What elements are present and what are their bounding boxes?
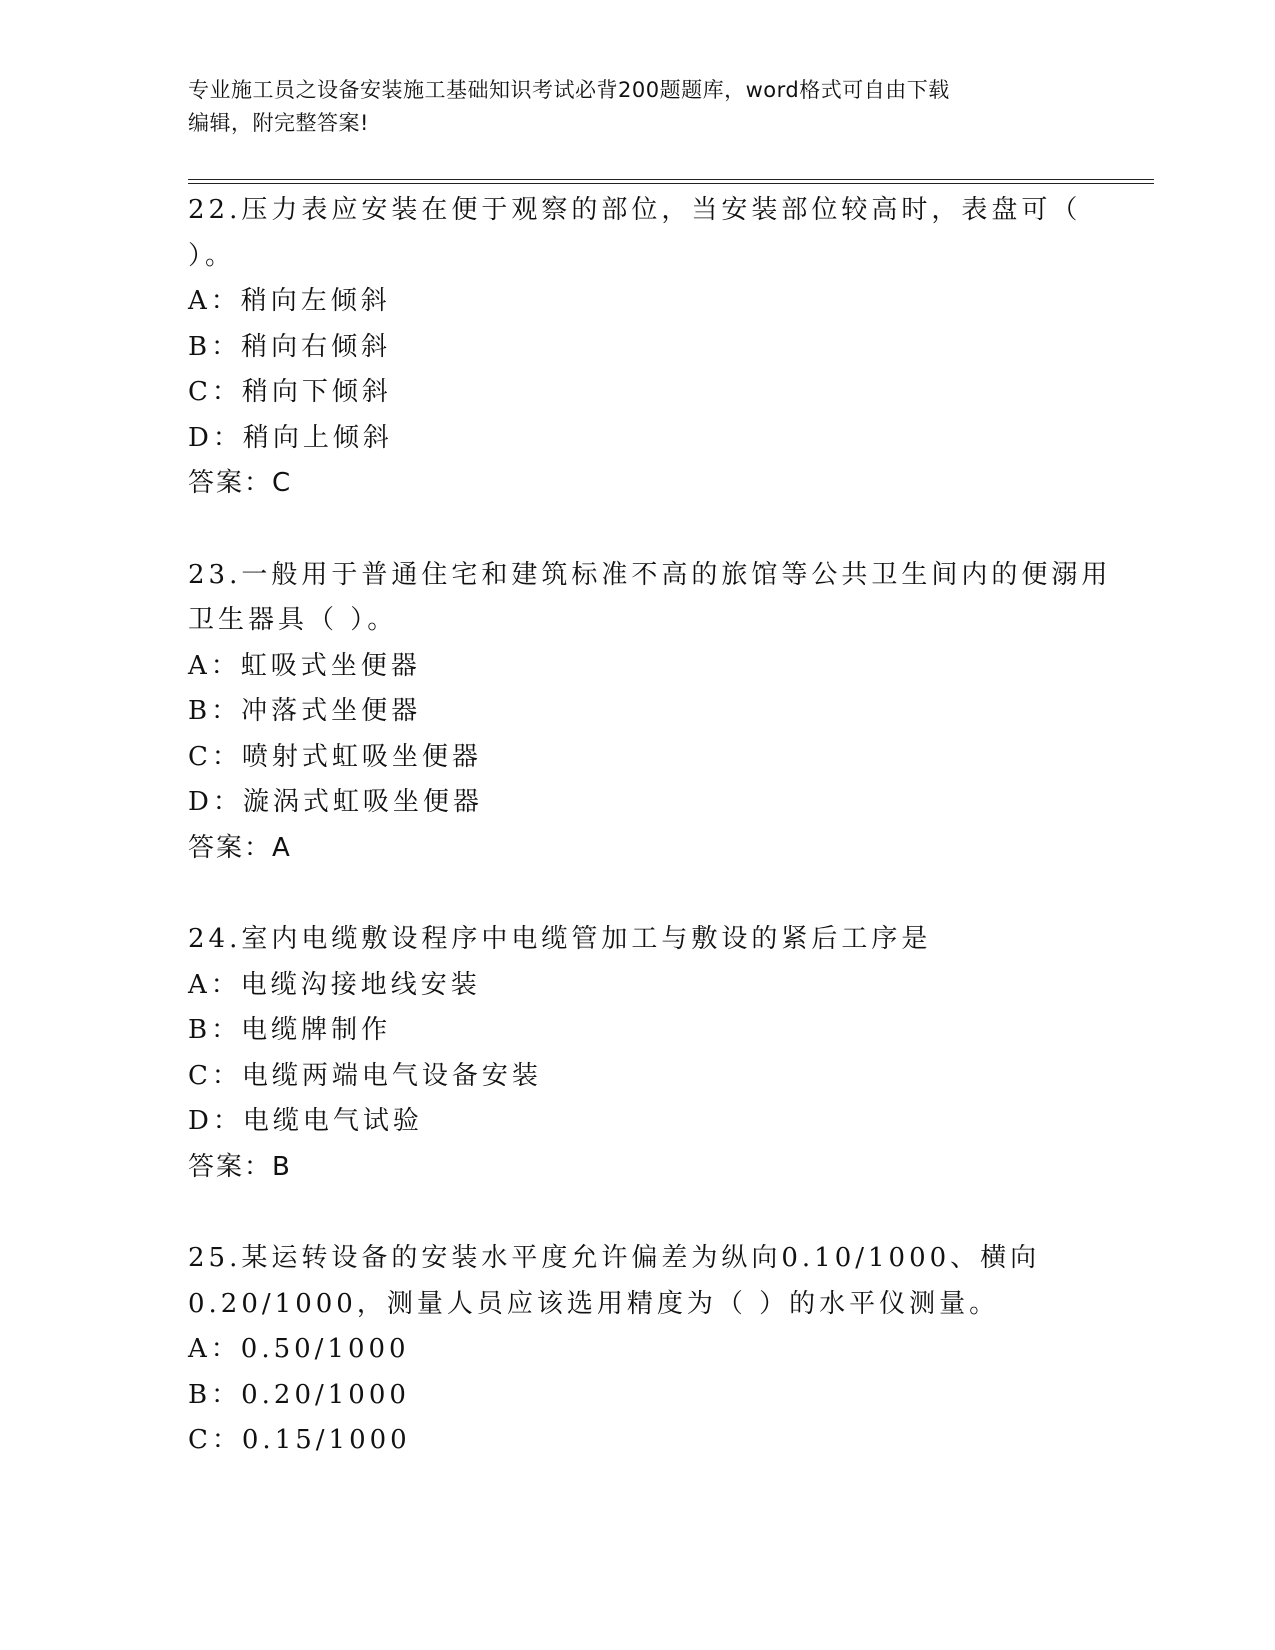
option-c: C：0.15/1000 xyxy=(188,1425,411,1455)
question-stem: 25.某运转设备的安装水平度允许偏差为纵向0.10/1000、横向 xyxy=(188,1243,1041,1273)
option-b: B：0.20/1000 xyxy=(188,1379,410,1410)
option-a: A：虹吸式坐便器 xyxy=(188,650,421,681)
header-divider-bottom xyxy=(188,183,1154,184)
question-stem-continued: 卫生器具（ ）。 xyxy=(188,605,398,635)
question-22 xyxy=(188,188,1088,507)
question-stem: 24.室内电缆敷设程序中电缆管加工与敷设的紧后工序是 xyxy=(188,924,932,954)
question-spacer xyxy=(188,1190,1088,1236)
answer-label: 答案：B xyxy=(188,1151,292,1182)
option-b: B：稍向右倾斜 xyxy=(188,331,392,362)
option-d: D：电缆电气试验 xyxy=(188,1106,423,1136)
option-a: A：稍向左倾斜 xyxy=(188,286,391,316)
question-stem-continued: 0.20/1000，测量人员应该选用精度为（ ）的水平仪测量。 xyxy=(188,1288,1000,1319)
option-a: A：电缆沟接地线安装 xyxy=(188,969,481,1000)
option-a: A：0.50/1000 xyxy=(188,1334,410,1364)
option-d: D：稍向上倾斜 xyxy=(188,422,393,453)
question-24 xyxy=(188,917,1088,1190)
question-spacer xyxy=(188,871,1088,917)
header-line-1: 专业施工员之设备安装施工基础知识考试必背200题题库，word格式可自由下载 xyxy=(188,78,950,102)
option-c: C：电缆两端电气设备安装 xyxy=(188,1060,542,1091)
option-b: B：冲落式坐便器 xyxy=(188,696,422,726)
document-header xyxy=(188,74,1068,140)
option-d: D：漩涡式虹吸坐便器 xyxy=(188,787,483,817)
question-stem: 23.一般用于普通住宅和建筑标准不高的旅馆等公共卫生间内的便溺用 xyxy=(188,559,1112,590)
option-b: B：电缆牌制作 xyxy=(188,1015,392,1045)
option-c: C：稍向下倾斜 xyxy=(188,377,392,407)
question-23 xyxy=(188,553,1112,872)
header-line-2: 编辑，附完整答案! xyxy=(188,111,369,135)
question-stem: 22.压力表应安装在便于观察的部位，当安装部位较高时，表盘可（ xyxy=(188,195,1082,225)
answer-label: 答案：C xyxy=(188,468,293,498)
question-spacer xyxy=(188,507,1088,553)
question-25 xyxy=(188,1236,1088,1464)
option-c: C：喷射式虹吸坐便器 xyxy=(188,741,482,772)
header-divider-top xyxy=(188,179,1154,180)
answer-label: 答案：A xyxy=(188,832,292,863)
question-list xyxy=(188,188,1112,1464)
question-stem-continued: ）。 xyxy=(188,240,236,271)
